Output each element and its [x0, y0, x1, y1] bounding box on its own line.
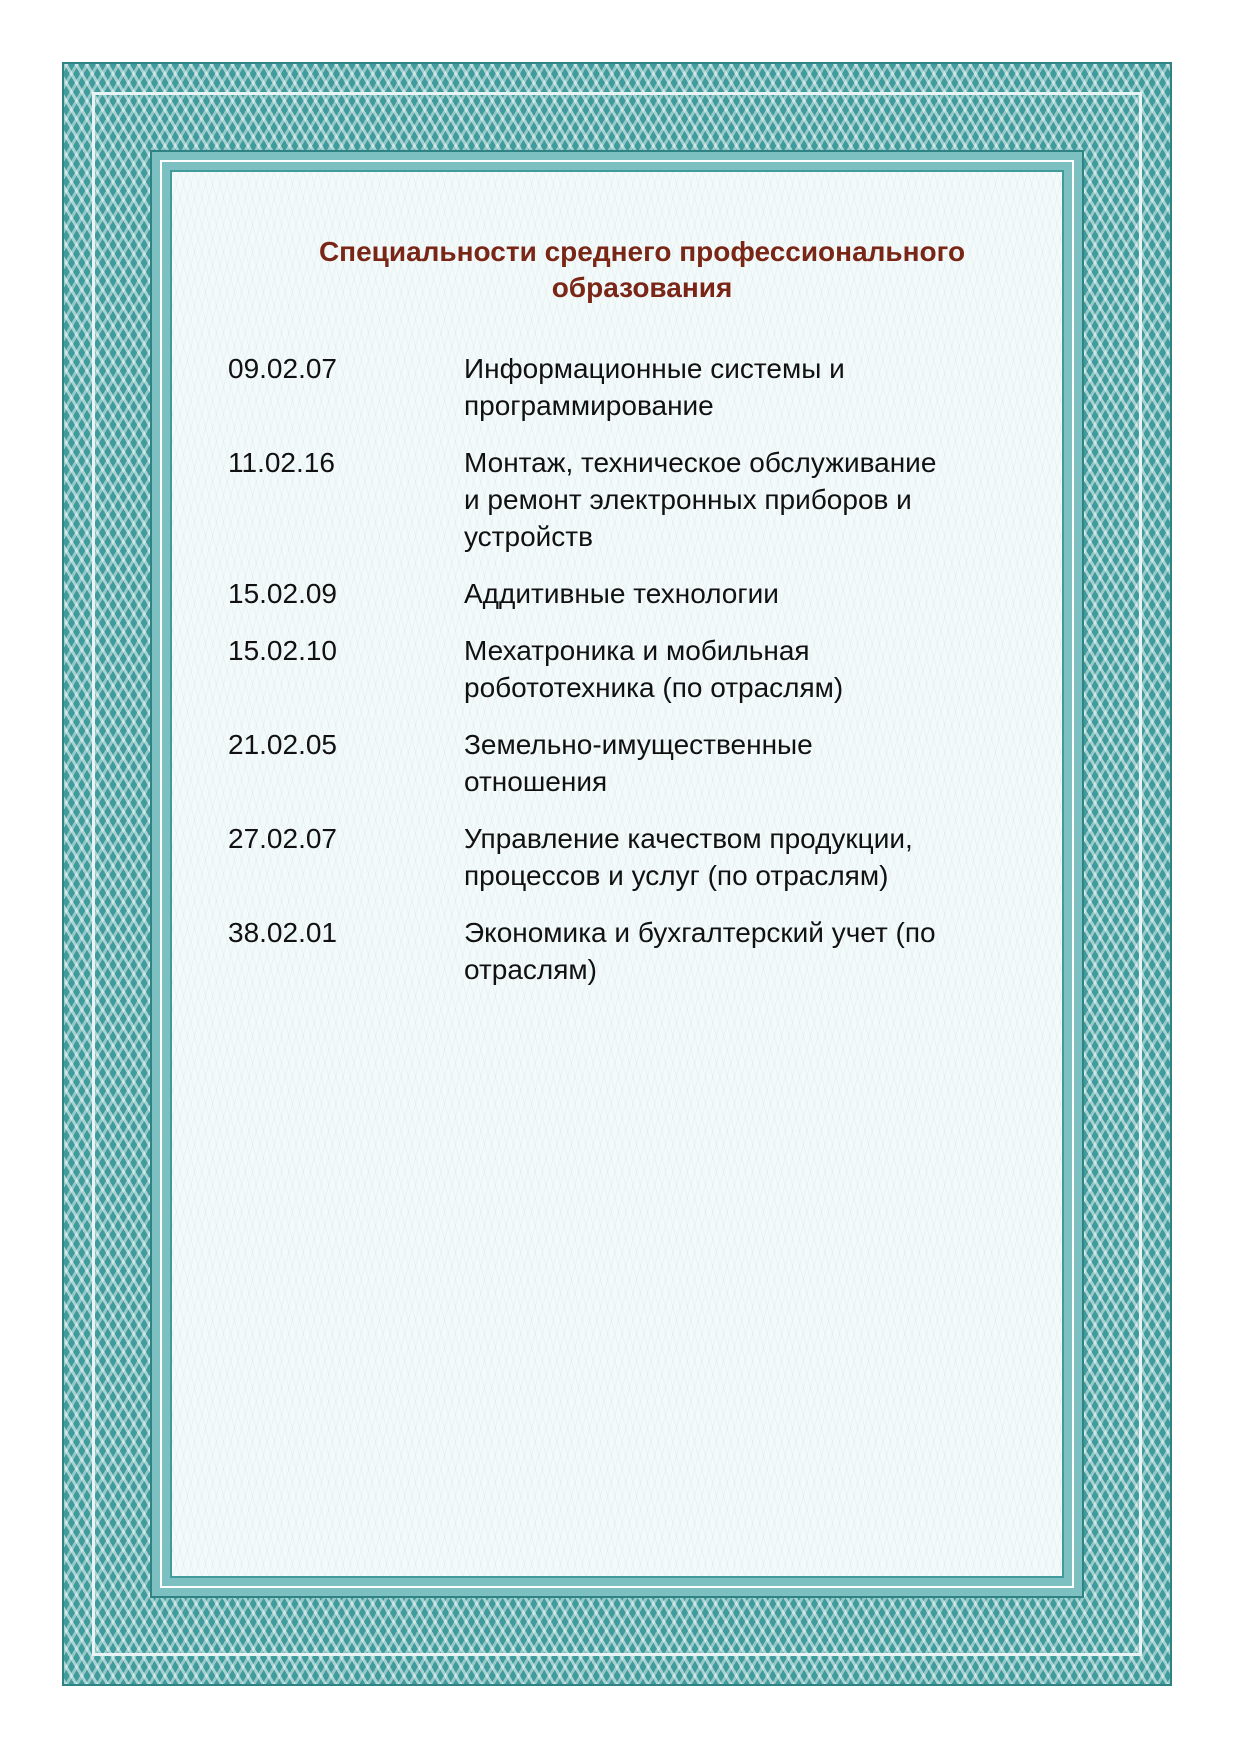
specialty-name: Аддитивные технологии — [464, 578, 779, 609]
list-item — [228, 444, 1008, 555]
list-item — [228, 350, 1008, 424]
title-line-1: Специальности среднего профессионального — [318, 236, 966, 267]
specialty-code: 38.02.01 — [228, 917, 337, 948]
list-item — [228, 726, 1008, 800]
list-item — [228, 914, 1008, 988]
list-item — [228, 820, 1008, 894]
specialty-name: Информационные системы и программирование — [464, 353, 845, 421]
specialty-name: Экономика и бухгалтерский учет (по отраслям) — [464, 917, 936, 985]
specialty-code: 15.02.10 — [228, 635, 337, 666]
specialty-code: 27.02.07 — [228, 823, 337, 854]
specialty-name: Монтаж, техническое обслуживание и ремонт электронных приборов и устройств — [464, 447, 937, 552]
title-line-2: образования — [551, 272, 733, 303]
list-item — [228, 575, 1008, 612]
specialty-code: 11.02.16 — [228, 447, 335, 478]
page-title — [170, 234, 1064, 306]
specialty-name: Земельно-имущественные отношения — [464, 729, 813, 797]
specialties-list — [228, 350, 1008, 1008]
list-item — [228, 632, 1008, 706]
specialty-name: Управление качеством продукции, процессов и услуг (по отраслям) — [464, 823, 913, 891]
specialty-code: 09.02.07 — [228, 353, 337, 384]
specialty-code: 21.02.05 — [228, 729, 337, 760]
specialty-name: Мехатроника и мобильная робототехника (по отраслям) — [464, 635, 844, 703]
specialty-code: 15.02.09 — [228, 578, 337, 609]
